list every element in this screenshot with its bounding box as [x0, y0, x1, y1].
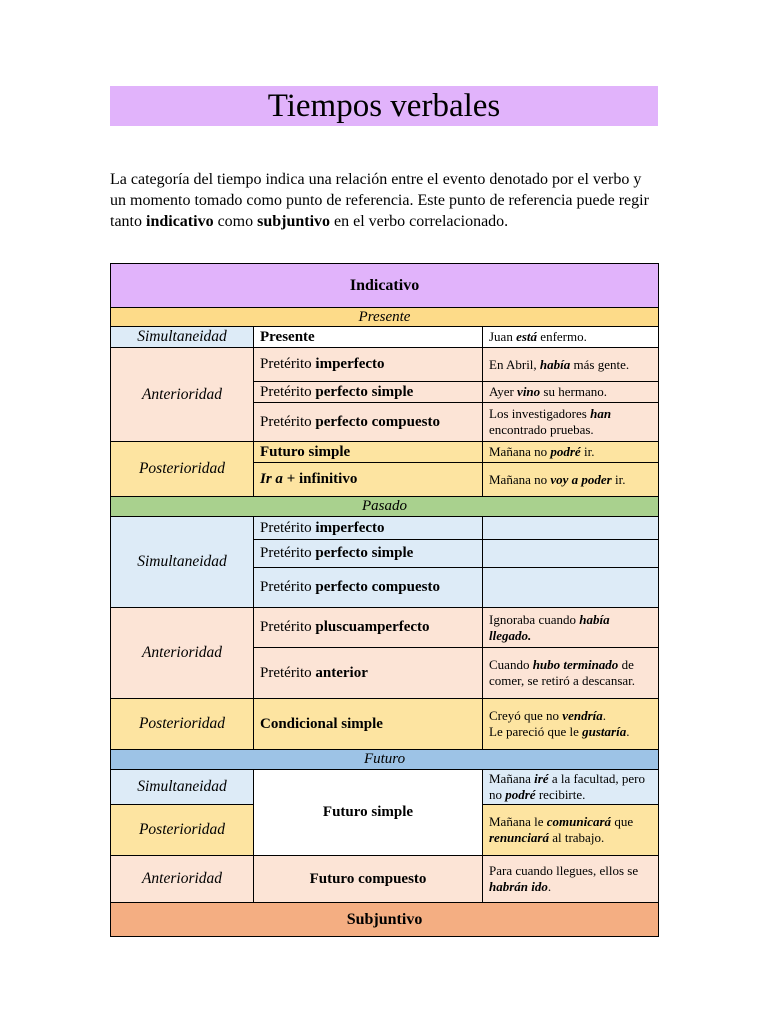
example-cell [483, 608, 659, 648]
example-cell [483, 540, 659, 568]
table-row [111, 348, 659, 382]
example-text: que [611, 814, 634, 829]
tense-name: perfecto simple [315, 383, 414, 400]
verb-tense-table [110, 263, 659, 937]
label-posterioridad: Posterioridad [111, 699, 254, 750]
label-simultaneidad: Simultaneidad [111, 517, 254, 608]
example-text: ir. [611, 471, 626, 487]
tense-cell [254, 648, 483, 699]
table-row [111, 497, 659, 517]
label-anterioridad: Anterioridad [111, 348, 254, 442]
example-cell [483, 442, 659, 463]
indicativo-header: Indicativo [111, 264, 659, 308]
tense-cell [254, 403, 483, 442]
tense-name: Futuro simple [322, 804, 414, 820]
example-verb: hubo terminado [532, 657, 619, 672]
tense-cell [254, 608, 483, 648]
label-simultaneidad: Simultaneidad [111, 327, 254, 348]
tense-cell [254, 699, 483, 750]
example-verb: podré [550, 444, 581, 459]
tense-cell-futuro-compuesto [254, 856, 483, 903]
tense-prefix: Pretérito [260, 619, 316, 635]
example-cell [483, 403, 659, 442]
tense-prefix: Pretérito [260, 545, 316, 561]
example-cell [483, 463, 659, 497]
tense-name: perfecto compuesto [315, 579, 440, 595]
tense-name: imperfecto [315, 519, 385, 536]
example-text: de comer, se retiró a descansar. [489, 657, 636, 688]
table-row [111, 608, 659, 648]
example-verb: habrán ido [489, 879, 548, 894]
title-bar [110, 86, 658, 126]
example-cell [483, 856, 659, 903]
example-cell [483, 805, 659, 856]
example-text: recibirte. [535, 787, 586, 802]
subjuntivo-header: Subjuntivo [111, 903, 659, 937]
label-anterioridad: Anterioridad [111, 856, 254, 903]
tense-cell [254, 327, 483, 348]
tense-cell [254, 382, 483, 403]
table-row [111, 699, 659, 750]
example-text: . [547, 879, 552, 894]
example-verb: había [539, 356, 571, 372]
tense-name: imperfecto [315, 356, 385, 372]
example-verb: vendría [562, 708, 603, 723]
section-presente: Presente [111, 308, 659, 327]
example-verb: voy a poder [550, 471, 612, 487]
example-text: Creyó que no [489, 708, 563, 723]
tense-name: Futuro compuesto [309, 870, 427, 887]
intro-text: como [213, 213, 258, 230]
tense-prefix: Pretérito [260, 413, 316, 430]
example-text: más gente. [570, 356, 630, 372]
example-cell [483, 699, 659, 750]
example-text: su hermano. [540, 384, 607, 399]
table-row [111, 517, 659, 540]
example-cell [483, 568, 659, 608]
example-text: Mañana le [489, 814, 547, 829]
tense-prefix: Pretérito [260, 356, 316, 372]
section-futuro: Futuro [111, 750, 659, 770]
intro-indicativo: indicativo [146, 213, 214, 230]
tense-name: pluscuamperfecto [315, 619, 430, 635]
label-posterioridad: Posterioridad [111, 442, 254, 497]
table-row [111, 442, 659, 463]
table-row [111, 770, 659, 805]
tense-name: perfecto simple [315, 545, 414, 561]
example-verb: está [516, 329, 538, 344]
example-text: ir. [580, 444, 595, 459]
label-posterioridad: Posterioridad [111, 805, 254, 856]
example-text: encontrado pruebas. [489, 422, 594, 437]
tense-cell [254, 540, 483, 568]
tense-cell [254, 517, 483, 540]
tense-prefix: Pretérito [260, 664, 316, 681]
example-text: Mañana no [489, 444, 551, 459]
example-verb: renunciará [489, 830, 549, 845]
tense-cell-futuro-simple [254, 770, 483, 856]
example-text: a la facultad, pero no [489, 771, 645, 802]
intro-text: La categoría del tiempo indica una relación entre el evento denotado por el verbo y un momento tomado como punto de referencia. Este punto de referencia puede regir tanto [110, 171, 649, 230]
tense-prefix: Pretérito [260, 383, 316, 400]
page-title: Tiempos verbales [267, 88, 501, 124]
table-row [111, 264, 659, 308]
example-verb: comunicará [546, 814, 612, 829]
example-text: Los investigadores [489, 406, 591, 421]
intro-paragraph [110, 169, 658, 232]
example-text: al trabajo. [548, 830, 605, 845]
example-cell [483, 327, 659, 348]
example-text: . [602, 708, 606, 723]
tense-name: anterior [315, 664, 368, 681]
tense-name: perfecto compuesto [315, 413, 440, 430]
example-text: Ignoraba cuando [489, 611, 580, 627]
intro-text: en el verbo correlacionado. [330, 213, 509, 230]
example-cell [483, 770, 659, 805]
example-text: Para cuando llegues, ellos se [489, 863, 639, 878]
example-cell [483, 517, 659, 540]
example-verb: iré [534, 771, 549, 786]
tense-prefix: Pretérito [260, 519, 316, 536]
example-cell [483, 648, 659, 699]
example-verb: gustaría [582, 724, 627, 739]
example-cell [483, 348, 659, 382]
tense-name: Presente [260, 328, 315, 345]
section-pasado: Pasado [111, 497, 659, 517]
example-text: enfermo. [537, 329, 587, 344]
table-row [111, 903, 659, 937]
tense-prefix: Pretérito [260, 579, 316, 595]
table-row [111, 308, 659, 327]
intro-subjuntivo: subjuntivo [257, 213, 331, 230]
tense-cell [254, 442, 483, 463]
tense-name: + infinitivo [282, 471, 358, 487]
tense-cell [254, 463, 483, 497]
example-text: En Abril, [489, 356, 540, 372]
example-text: Mañana no [489, 471, 551, 487]
example-text: Juan [489, 329, 517, 344]
tense-name: Condicional simple [260, 715, 383, 732]
example-text: Cuando [489, 657, 533, 672]
table-row [111, 856, 659, 903]
label-simultaneidad: Simultaneidad [111, 770, 254, 805]
tense-cell [254, 568, 483, 608]
example-cell [483, 382, 659, 403]
table-row [111, 327, 659, 348]
example-text: . [626, 724, 630, 739]
example-verb: vino [517, 384, 541, 399]
tense-prefix: Ir a [260, 471, 283, 487]
tense-name: Futuro simple [260, 443, 351, 460]
example-text: Ayer [489, 384, 518, 399]
label-anterioridad: Anterioridad [111, 608, 254, 699]
example-text: Le pareció que le [489, 724, 583, 739]
example-verb: podré [505, 787, 536, 802]
tense-cell [254, 348, 483, 382]
example-verb: había llegado. [489, 611, 610, 643]
example-verb: han [590, 406, 612, 421]
example-text: Mañana [489, 771, 535, 786]
table-row [111, 750, 659, 770]
